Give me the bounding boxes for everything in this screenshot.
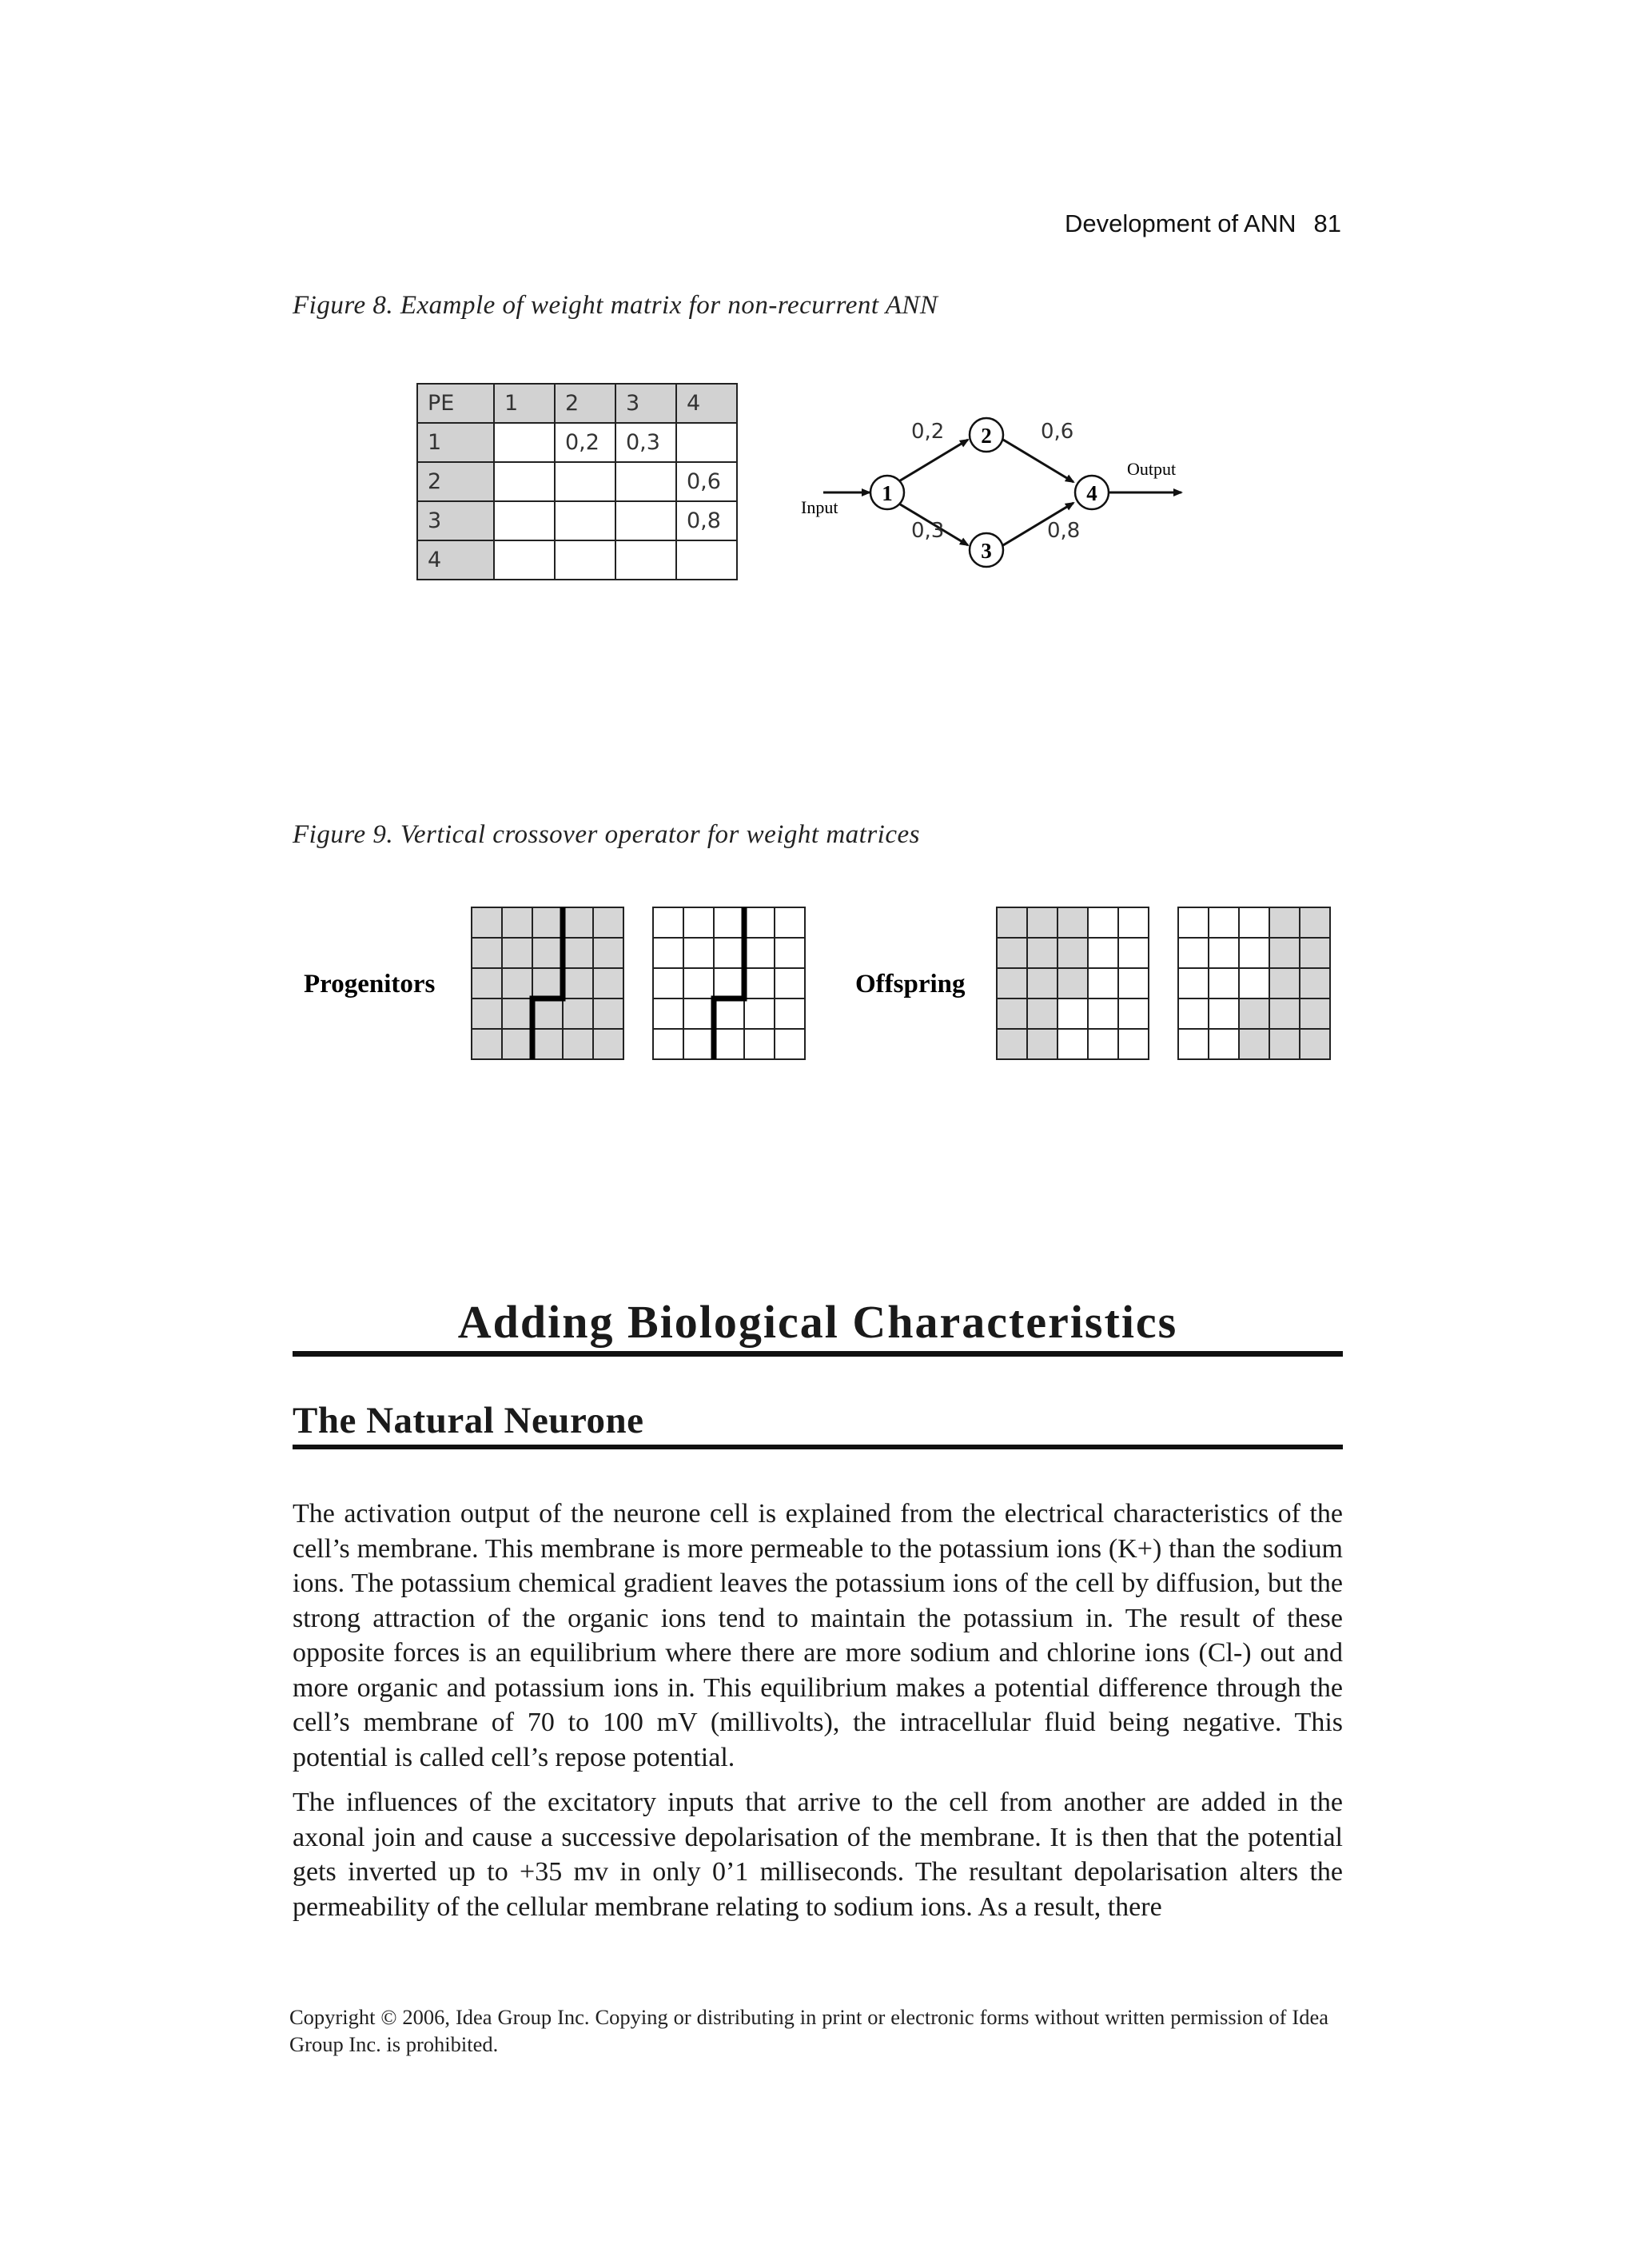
page-number: 81	[1313, 209, 1341, 237]
figure-9-caption: Figure 9. Vertical crossover operator for weight matrices	[293, 820, 920, 849]
grid-cell	[1239, 998, 1269, 1029]
grid-cell	[1088, 938, 1118, 968]
grid-cell	[593, 998, 623, 1029]
matrix-row	[417, 540, 737, 580]
grid-cell	[1300, 968, 1330, 998]
matrix-header-row	[417, 384, 737, 423]
grid-cell	[775, 907, 805, 938]
matrix-col-header: 3	[615, 384, 676, 423]
grid-cell	[472, 968, 502, 998]
grid-cell	[1118, 907, 1149, 938]
matrix-row-header: 2	[417, 462, 494, 501]
grid-cell	[683, 1029, 714, 1059]
offspring-grid-2	[1178, 907, 1330, 1059]
grid-cell	[1118, 1029, 1149, 1059]
grid-cell	[1027, 907, 1057, 938]
grid-cell	[1118, 968, 1149, 998]
running-title: Development of ANN	[1065, 209, 1296, 237]
grid-cell	[502, 938, 532, 968]
node-3-label: 3	[981, 539, 992, 563]
subsection-title-rule	[293, 1445, 1343, 1449]
matrix-col-header: 1	[494, 384, 555, 423]
matrix-cell	[555, 462, 615, 501]
node-4-label: 4	[1086, 481, 1097, 505]
grid-cell	[1269, 968, 1300, 998]
matrix-corner-cell: PE	[417, 384, 494, 423]
grid-cell	[532, 968, 563, 998]
body-paragraph-2: The influences of the excitatory inputs that arrive to the cell from another are added in the axonal join and cause a successive depolarisation of the membrane. It is then that the potential gets inverted up to +35 mv in only 0’1 milliseconds. The resultant depolarisation alters the permeability of the cellular membrane relating to sodium ions. As a result, there	[293, 1788, 1343, 1922]
grid-cell	[1118, 998, 1149, 1029]
grid-cell	[683, 938, 714, 968]
grid-cell	[1239, 1029, 1269, 1059]
grid-cell	[1057, 907, 1088, 938]
grid-cell	[1027, 998, 1057, 1029]
grid-cell	[563, 968, 593, 998]
grid-cell	[997, 907, 1027, 938]
grid-cell	[1088, 907, 1118, 938]
grid-cell	[744, 968, 775, 998]
progenitor-grid-1	[472, 907, 623, 1059]
grid-cell	[1088, 998, 1118, 1029]
matrix-cell	[676, 423, 737, 462]
grid-cell	[683, 968, 714, 998]
output-label: Output	[1127, 459, 1177, 479]
grid-cell	[1027, 968, 1057, 998]
offspring-label: Offspring	[855, 970, 966, 998]
grid-cell	[593, 968, 623, 998]
grid-cell	[775, 938, 805, 968]
grid-cell	[683, 998, 714, 1029]
matrix-cell: 0,8	[676, 501, 737, 540]
matrix-row	[417, 501, 737, 540]
grid-cell	[563, 998, 593, 1029]
grid-cell	[1057, 998, 1088, 1029]
grid-cell	[1088, 1029, 1118, 1059]
grid-cell	[532, 1029, 563, 1059]
subsection-title: The Natural Neurone	[293, 1400, 644, 1441]
grid-cell	[1057, 938, 1088, 968]
grid-cell	[1300, 998, 1330, 1029]
grid-cell	[714, 907, 744, 938]
grid-cell	[1178, 938, 1209, 968]
matrix-cell	[494, 462, 555, 501]
grid-cell	[472, 1029, 502, 1059]
grid-cell	[532, 938, 563, 968]
weight-label-1-2: 0,2	[911, 420, 945, 444]
grid-cell	[593, 938, 623, 968]
grid-cell	[1209, 938, 1239, 968]
matrix-row-header: 1	[417, 423, 494, 462]
matrix-row-header: 3	[417, 501, 494, 540]
copyright-footer: Copyright © 2006, Idea Group Inc. Copying or distributing in print or electronic forms without written permission of Idea Group Inc. is prohibited.	[289, 2005, 1328, 2056]
grid-cell	[1239, 938, 1269, 968]
grid-cell	[997, 1029, 1027, 1059]
running-head	[1065, 209, 1341, 238]
matrix-cell	[555, 540, 615, 580]
grid-cell	[502, 998, 532, 1029]
matrix-cell	[494, 501, 555, 540]
grid-cell	[653, 968, 683, 998]
grid-cell	[714, 968, 744, 998]
network-diagram	[791, 400, 1207, 584]
edge-1-2	[898, 440, 968, 482]
grid-cell	[1178, 998, 1209, 1029]
matrix-cell	[494, 423, 555, 462]
matrix-cell	[676, 540, 737, 580]
edge-2-4	[1003, 440, 1073, 482]
grid-cell	[1300, 938, 1330, 968]
node-1-label: 1	[882, 481, 893, 505]
grid-cell	[997, 938, 1027, 968]
grid-cell	[1178, 1029, 1209, 1059]
grid-cell	[1269, 907, 1300, 938]
section-title-rule	[293, 1351, 1343, 1357]
grid-cell	[502, 1029, 532, 1059]
matrix-col-header: 2	[555, 384, 615, 423]
body-paragraph-1: The activation output of the neurone cell is explained from the electrical characteristics of the cell’s membrane. This membrane is more permeable to the potassium ions (K+) than the sodium ions. The potassium chemical gradient leaves the potassium ions of the cell by diffusion, but the strong attraction of the organic ions tend to maintain the potassium in. The result of these opposite forces is an equilibrium where there are more sodium and chlorine ions (Cl-) out and more organic and potassium ions in. This equilibrium makes a potential difference through the cell’s membrane of 70 to 100 mV (millivolts), the intracellular fluid being negative. This potential is called cell’s repose potential.	[293, 1499, 1343, 1772]
grid-cell	[997, 998, 1027, 1029]
grid-cell	[1239, 968, 1269, 998]
grid-cell	[1300, 1029, 1330, 1059]
grid-cell	[653, 938, 683, 968]
grid-cell	[1269, 998, 1300, 1029]
grid-cell	[997, 968, 1027, 998]
grid-cell	[653, 998, 683, 1029]
grid-cell	[472, 998, 502, 1029]
weight-label-3-4: 0,8	[1047, 519, 1081, 543]
grid-cell	[563, 907, 593, 938]
matrix-col-header: 4	[676, 384, 737, 423]
grid-cell	[653, 907, 683, 938]
matrix-cell	[615, 501, 676, 540]
grid-cell	[744, 938, 775, 968]
grid-cell	[744, 907, 775, 938]
grid-cell	[502, 968, 532, 998]
grid-cell	[1057, 1029, 1088, 1059]
matrix-cell: 0,6	[676, 462, 737, 501]
grid-cell	[1178, 968, 1209, 998]
matrix-row-header: 4	[417, 540, 494, 580]
grid-cell	[502, 907, 532, 938]
grid-cell	[775, 1029, 805, 1059]
matrix-cell	[494, 540, 555, 580]
grid-cell	[1269, 938, 1300, 968]
grid-cell	[744, 1029, 775, 1059]
grid-cell	[593, 907, 623, 938]
grid-cell	[775, 998, 805, 1029]
grid-cell	[1209, 998, 1239, 1029]
input-label: Input	[801, 497, 838, 517]
grid-cell	[1027, 938, 1057, 968]
grid-cell	[1269, 1029, 1300, 1059]
grid-cell	[563, 1029, 593, 1059]
figure-8-caption: Figure 8. Example of weight matrix for non-recurrent ANN	[293, 291, 938, 320]
grid-cell	[1178, 907, 1209, 938]
grid-cell	[532, 998, 563, 1029]
grid-cell	[1239, 907, 1269, 938]
weight-label-1-3: 0,3	[911, 519, 945, 543]
grid-cell	[1209, 968, 1239, 998]
weight-label-2-4: 0,6	[1041, 420, 1074, 444]
grid-cell	[472, 938, 502, 968]
matrix-cell	[555, 501, 615, 540]
matrix-cell: 0,2	[555, 423, 615, 462]
crossover-diagram	[296, 899, 1343, 1067]
section-title: Adding Biological Characteristics	[457, 1296, 1178, 1348]
grid-cell	[1088, 968, 1118, 998]
grid-cell	[714, 938, 744, 968]
grid-cell	[1118, 938, 1149, 968]
matrix-cell	[615, 540, 676, 580]
grid-cell	[714, 1029, 744, 1059]
grid-cell	[472, 907, 502, 938]
grid-cell	[563, 938, 593, 968]
matrix-cell	[615, 462, 676, 501]
matrix-row	[417, 423, 737, 462]
grid-cell	[1300, 907, 1330, 938]
grid-cell	[1027, 1029, 1057, 1059]
grid-cell	[714, 998, 744, 1029]
grid-cell	[532, 907, 563, 938]
node-2-label: 2	[981, 424, 992, 448]
weight-matrix-table	[416, 383, 738, 580]
grid-cell	[744, 998, 775, 1029]
grid-cell	[1209, 1029, 1239, 1059]
grid-cell	[1209, 907, 1239, 938]
progenitors-label: Progenitors	[304, 970, 436, 998]
offspring-grid-1	[997, 907, 1149, 1059]
grid-cell	[775, 968, 805, 998]
grid-cell	[1057, 968, 1088, 998]
matrix-row	[417, 462, 737, 501]
grid-cell	[593, 1029, 623, 1059]
progenitor-grid-2	[653, 907, 805, 1059]
matrix-cell: 0,3	[615, 423, 676, 462]
grid-cell	[653, 1029, 683, 1059]
grid-cell	[683, 907, 714, 938]
